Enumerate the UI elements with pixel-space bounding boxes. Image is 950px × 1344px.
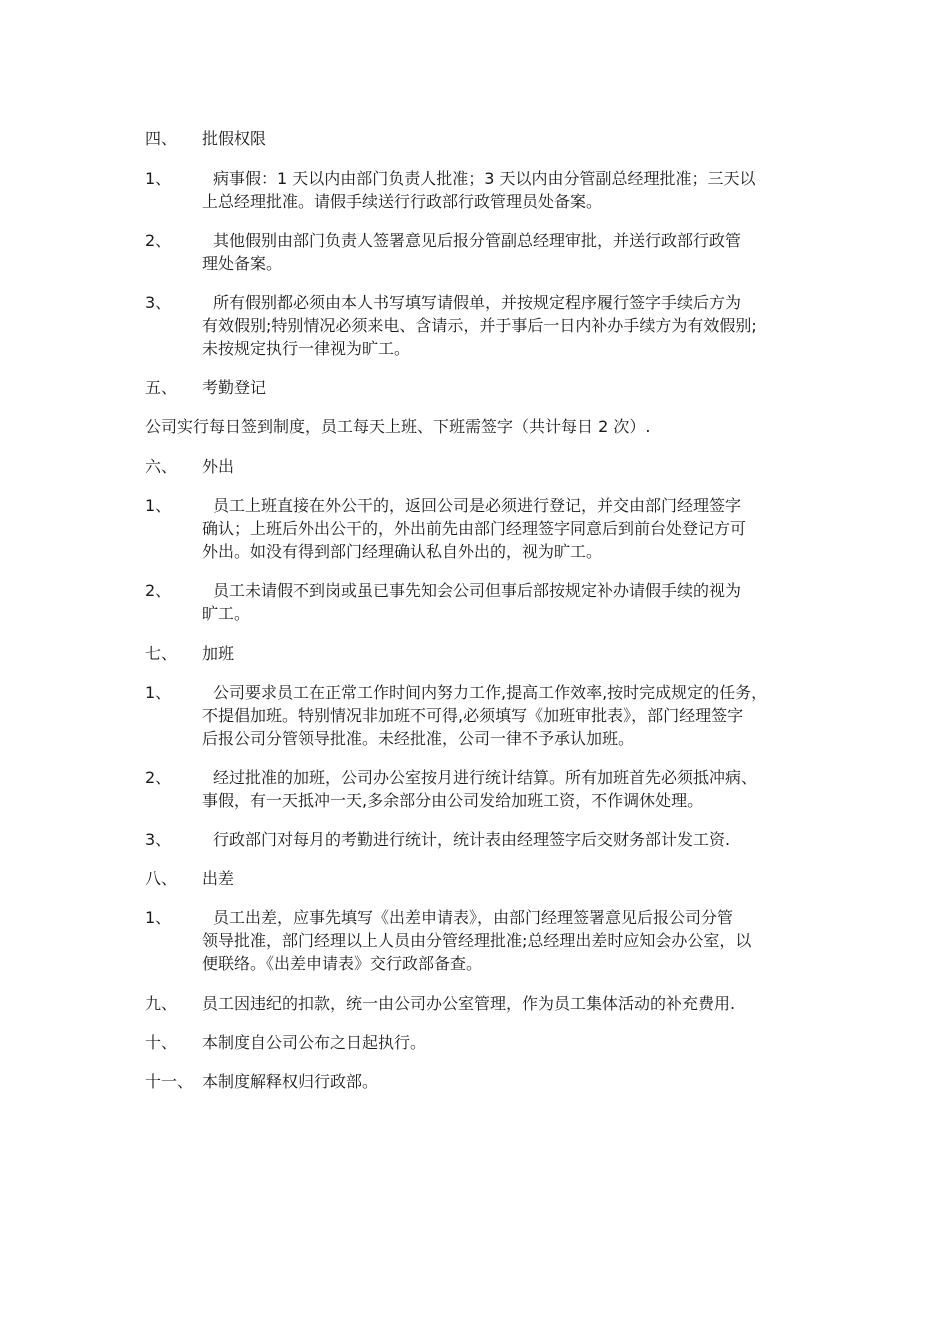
clause-8-1 (145, 906, 817, 975)
section-5-heading (145, 376, 817, 399)
section-number: 十一、 (145, 1072, 194, 1091)
section-number: 八、 (145, 869, 178, 888)
clause-line: 不提倡加班。特别情况非加班不可得,必须填写《加班审批表》，部门经理签字 (202, 706, 744, 725)
section-5-text: 公司实行每日签到制度，员工每天上班、下班需签字（共计每日 2 次）. (145, 417, 651, 436)
clause-line: 员工未请假不到岗或虽已事先知会公司但事后部按规定补办请假手续的视为 (213, 581, 742, 600)
clause-line: 有效假别;特别情况必须来电、含请示，并于事后一日内补办手续方为有效假别; (202, 316, 757, 335)
section-number: 九、 (145, 994, 178, 1013)
clause-line: 行政部门对每月的考勤进行统计，统计表由经理签字后交财务部计发工资. (213, 830, 731, 849)
clause-number: 1、 (145, 496, 172, 515)
clause-6-2 (145, 579, 817, 625)
clause-line: 未按规定执行一律视为旷工。 (202, 339, 411, 358)
clause-line: 员工上班直接在外公干的，返回公司是必须进行登记，并交由部门经理签字 (213, 496, 742, 515)
clause-line: 所有假别都必须由本人书写填写请假单，并按规定程序履行签字手续后方为 (213, 293, 742, 312)
clause-number: 2、 (145, 768, 172, 787)
clause-line: 后报公司分管领导批准。未经批准，公司一律不予承认加班。 (202, 729, 635, 748)
clause-number: 2、 (145, 581, 172, 600)
clause-4-1 (145, 167, 817, 213)
clause-line: 外出。如没有得到部门经理确认私自外出的，视为旷工。 (202, 542, 603, 561)
clause-line: 经过批准的加班，公司办公室按月进行统计结算。所有加班首先必须抵冲病、 (213, 768, 758, 787)
section-number: 十、 (145, 1033, 178, 1052)
clause-number: 2、 (145, 231, 172, 250)
section-10-heading (145, 1031, 817, 1054)
section-number: 四、 (145, 129, 178, 148)
clause-7-3 (145, 828, 817, 851)
section-11-heading (145, 1070, 817, 1093)
clause-7-2 (145, 766, 817, 812)
section-title: 本制度自公司公布之日起执行。 (202, 1033, 427, 1052)
clause-line: 其他假别由部门负责人签署意见后报分管副总经理审批，并送行政部行政管 (213, 231, 742, 250)
clause-4-3 (145, 291, 817, 360)
section-title: 加班 (202, 644, 235, 663)
clause-number: 1、 (145, 169, 172, 188)
section-9-heading (145, 992, 817, 1015)
section-title: 员工因违纪的扣款，统一由公司办公室管理，作为员工集体活动的补充费用. (202, 994, 736, 1013)
section-title: 出差 (202, 869, 235, 888)
clause-line: 理处备案。 (202, 254, 283, 273)
section-title: 外出 (202, 457, 235, 476)
clause-4-2 (145, 229, 817, 275)
clause-line: 病事假：1 天以内由部门负责人批准；3 天以内由分管副总经理批准；三天以 (213, 169, 756, 188)
clause-line: 领导批准，部门经理以上人员由分管经理批准;总经理出差时应知会办公室，以 (202, 931, 752, 950)
clause-number: 1、 (145, 683, 172, 702)
clause-line: 旷工。 (202, 604, 251, 623)
section-4-heading (145, 127, 817, 150)
clause-line: 员工出差，应事先填写《出差申请表》，由部门经理签署意见后报公司分管 (213, 908, 734, 927)
section-title: 本制度解释权归行政部。 (202, 1072, 379, 1091)
clause-number: 1、 (145, 908, 172, 927)
section-7-heading (145, 642, 817, 665)
section-number: 六、 (145, 457, 178, 476)
clause-line: 公司要求员工在正常工作时间内努力工作,提高工作效率,按时完成规定的任务， (213, 683, 768, 702)
clause-line: 事假，有一天抵冲一天,多余部分由公司发给加班工资，不作调休处理。 (202, 791, 704, 810)
section-number: 七、 (145, 644, 178, 663)
clause-line: 确认；上班后外出公干的，外出前先由部门经理签字同意后到前台处登记方可 (202, 519, 747, 538)
clause-line: 便联络。《出差申请表》交行政部备查。 (202, 954, 483, 973)
clause-line: 上总经理批准。请假手续送行行政部行政管理员处备案。 (202, 192, 603, 211)
section-6-heading (145, 455, 817, 478)
section-number: 五、 (145, 378, 178, 397)
clause-number: 3、 (145, 293, 172, 312)
section-title: 批假权限 (202, 129, 267, 148)
clause-6-1 (145, 494, 817, 563)
section-title: 考勤登记 (202, 378, 267, 397)
clause-7-1 (145, 681, 817, 750)
clause-number: 3、 (145, 830, 172, 849)
section-8-heading (145, 867, 817, 890)
